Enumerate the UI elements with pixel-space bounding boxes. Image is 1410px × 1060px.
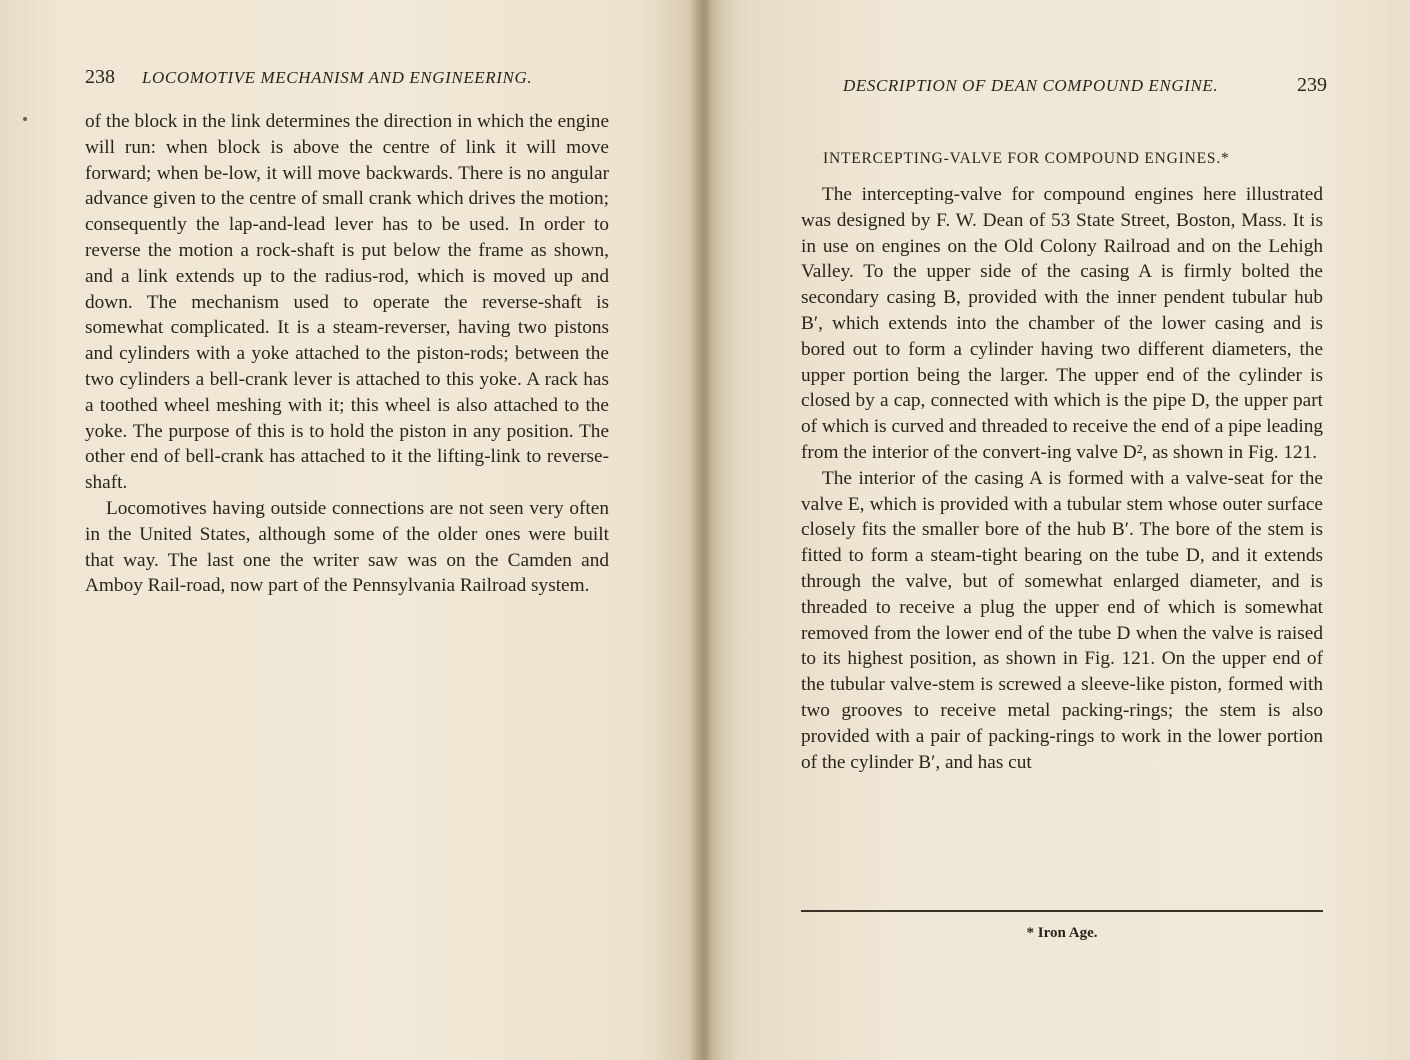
left-page-body xyxy=(85,109,609,599)
right-page-number: 239 xyxy=(1297,74,1327,96)
right-page-header xyxy=(801,68,1327,98)
right-paragraph-2: The interior of the casing A is formed with a valve-seat for the valve E, which is provided with a tubular stem whose outer surface closely fits the smaller bore of the hub B′. The bore of the stem is fitted to form a steam-tight bearing on the tube D, and it extends through the valve, but of somewhat enlarged diameter, and is threaded to receive a plug the upper end of which is somewhat removed from the lower end of the tube D when the valve is raised to its highest position, as shown in Fig. 121. On the upper end of the tubular valve-stem is screwed a sleeve-like piston, formed with two grooves to receive metal packing-rings; the stem is also provided with a pair of packing-rings to work in the lower portion of the cylinder B′, and has cut xyxy=(801,467,1323,773)
paper-speck xyxy=(23,117,27,121)
left-paragraph-2: Locomotives having outside connections are not seen very often in the United States, although some of the older ones were built that way. The last one the writer saw was on the Camden and Amboy Rail-road, now part of the Pennsylvania Railroad system. xyxy=(85,497,609,597)
left-paragraph-1: of the block in the link determines the direction in which the engine will run: when block is above the centre of link it will move forward; when be-low, it will move backwards. There is no angular advance given to the centre of small crank which drives the motion; consequently the lap-and-lead lever has to be used. In order to reverse the motion a rock-shaft is put below the frame as shown, and a link extends up to the radius-rod, which is moved up and down. The mechanism used to operate the reverse-shaft is somewhat complicated. It is a steam-reverser, having two pistons and cylinders with a yoke attached to the piston-rods; between the two cylinders a bell-crank lever is attached to this yoke. A rack has a toothed wheel meshing with it; this wheel is also attached to the yoke. The purpose of this is to hold the piston in any position. The other end of bell-crank has attached to it the lifting-link to reverse-shaft. xyxy=(85,111,609,494)
left-page xyxy=(85,0,609,1060)
left-page-number: 238 xyxy=(85,66,115,88)
right-page-body xyxy=(801,182,1323,775)
book-gutter xyxy=(688,0,722,1060)
right-paragraph-1: The intercepting-valve for compound engines here illustrated was designed by F. W. Dean of 53 State Street, Boston, Mass. It is in use on engines on the Old Colony Railroad and on the Lehigh Valley. To the upper side of the casing A is firmly bolted the secondary casing B, provided with the inner pendent tubular hub B′, which extends into the chamber of the lower casing and is bored out to form a cylinder having two different diameters, the upper portion being the larger. The upper end of the cylinder is closed by a cap, connected with which is the pipe D, the upper part of which is curved and threaded to receive the end of a pipe leading from the interior of the convert-ing valve D², as shown in Fig. 121. xyxy=(801,184,1323,463)
section-title: INTERCEPTING-VALVE FOR COMPOUND ENGINES.* xyxy=(823,150,1230,167)
left-running-head: LOCOMOTIVE MECHANISM AND ENGINEERING. xyxy=(142,68,533,87)
left-page-header xyxy=(85,68,609,98)
footnote-rule xyxy=(801,910,1323,912)
right-running-head: DESCRIPTION OF DEAN COMPOUND ENGINE. xyxy=(843,76,1219,95)
right-page xyxy=(801,0,1327,1060)
footnote: * Iron Age. xyxy=(1026,925,1098,941)
